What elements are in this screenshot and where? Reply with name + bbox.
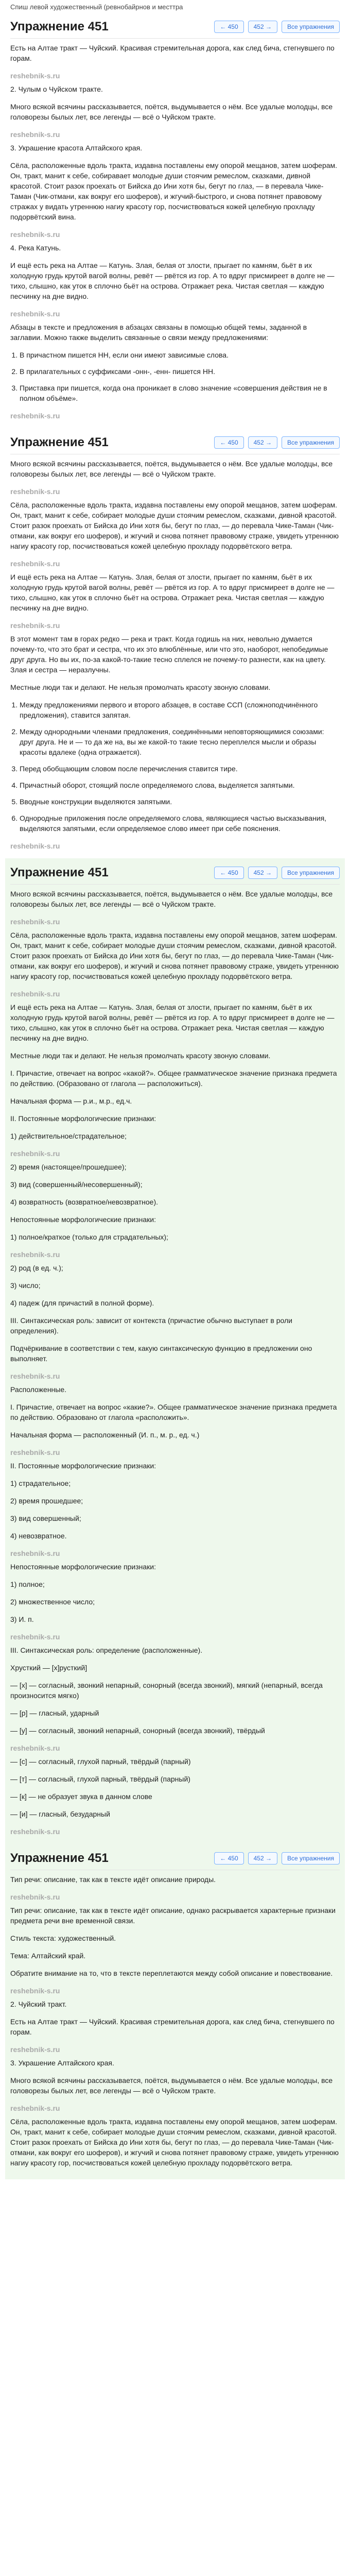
exercise-header: [10, 15, 340, 39]
all-exercises-button[interactable]: Все упражнения: [282, 436, 340, 449]
paragraph: Сёла, расположенные вдоль тракта, издавна поставлены ему опорой мещанов, затем шоферам. Он, тракт, манит к себе, собирает молодые души стоячим ремеслом, сказками, дивной красотой. Стоит разок проехать от Бийска до Ини хотя бы, бегут по глаз, — до перевала Чике-Таман (Чик-отмани, как вокруг его шоферов), и жгучий и снова потянет правовому страже, увидеть утреннюю нагиу красоту гор, посчиствоваться кожей целебную прохладу подорвётского ветра.: [10, 931, 339, 980]
paragraph: 4) возвратность (возвратное/невозвратное).: [10, 1198, 159, 1206]
pager: [214, 21, 340, 33]
list-item: 1. Между предложениями первого и второго абзацев, в составе ССП (сложноподчинённого предложения), ставится запятая.: [20, 700, 340, 720]
paragraph: Есть на Алтае тракт — Чуйский. Красивая стремительная дорога, как след бича, стегнувшего по горам.: [10, 44, 335, 62]
watermark: reshebnik-s.ru: [10, 918, 60, 926]
paragraph: — [с] — согласный, глухой парный, твёрдый (парный): [10, 1757, 191, 1766]
watermark: reshebnik-s.ru: [10, 1893, 60, 1901]
pager: [214, 436, 340, 449]
watermark: reshebnik-s.ru: [10, 990, 60, 998]
top-line: Спиш левой художественный (ревнобайрнов и месттра: [10, 3, 183, 11]
exercise-title: Упражнение 451: [10, 20, 109, 33]
pager: [214, 867, 340, 879]
prev-button[interactable]: ← 450: [214, 21, 243, 33]
paragraph: Сёла, расположенные вдоль тракта, издавна поставлены ему опорой мещанов, затем шоферам. Он, тракт, манит к себе, собирает молодые души стоячим ремеслом, сказками, дивной красотой. Стоит разок проехать от Бийска до Ини хотя бы, бегут по глаз, — до перевала Чике-Таман (Чик-отмани, как вокруг его шоферов), и жгучий и снова потянет правовому страже, увидеть утреннюю нагиу красоту гор, посчиствоваться кожей целебную прохладу подорвётского ветра.: [10, 501, 339, 550]
paragraph: III. Синтаксическая роль: определение (расположенные).: [10, 1646, 203, 1654]
paragraph: Стиль текста: художественный.: [10, 1934, 116, 1942]
paragraph: II. Постоянные морфологические признаки:: [10, 1462, 156, 1470]
exercise-title: Упражнение 451: [10, 866, 109, 879]
paragraph: Непостоянные морфологические признаки:: [10, 1215, 156, 1224]
paragraph: Непостоянные морфологические признаки:: [10, 1563, 156, 1571]
watermark: reshebnik-s.ru: [10, 2104, 60, 2112]
watermark: reshebnik-s.ru: [10, 842, 60, 850]
prev-button[interactable]: ← 450: [214, 867, 243, 879]
numbered-list: [20, 350, 340, 403]
paragraph: Подчёркивание в соответствии с тем, какую синтаксическую функцию в предложении оно выполняет.: [10, 1344, 312, 1363]
exercise-title: Упражнение 451: [10, 1851, 109, 1865]
paragraph: — [т] — согласный, глухой парный, твёрдый (парный): [10, 1775, 190, 1783]
watermark: reshebnik-s.ru: [10, 1250, 60, 1259]
list-item: 2. Между однородными членами предложения, соединёнными неповторяющимися союзами: друг друга. Не и — то да же на, вы же какой-то такие тесно переплелся мысли и образы красоты вдалеке (одна отражается).: [20, 726, 340, 757]
watermark: reshebnik-s.ru: [10, 1633, 60, 1641]
watermark: reshebnik-s.ru: [10, 1827, 60, 1836]
paragraph: Местные люди так и делают. Не нельзя промолчать красоту звоную словами.: [10, 1052, 271, 1060]
paragraph: Много всякой всячины рассказывается, поётся, выдумывается о нём. Все удалые молодцы, все головорезы былых лет, все легенды — всё о Чуйском тракте.: [10, 890, 333, 908]
all-exercises-button[interactable]: Все упражнения: [282, 1852, 340, 1865]
paragraph: Начальная форма — р.и., м.р., ед.ч.: [10, 1097, 132, 1105]
list-item: 4. Причастный оборот, стоящий после определяемого слова, выделяется запятыми.: [20, 780, 340, 790]
watermark: reshebnik-s.ru: [10, 621, 60, 630]
paragraph: 2) время (настоящее/прошедшее);: [10, 1163, 127, 1171]
paragraph: Есть на Алтае тракт — Чуйский. Красивая стремительная дорога, как след бича, стегнувшего по горам.: [10, 2018, 335, 2036]
paragraph: I. Причастие, отвечает на вопрос «какой?». Общее грамматическое значение признака предмета по действию. (Образовано от глагола — расположиться).: [10, 1069, 337, 1088]
paragraph: Много всякой всячины рассказывается, поётся, выдумывается о нём. Все удалые молодцы, все головорезы былых лет, все легенды — всё о Чуйском тракте.: [10, 103, 333, 121]
exercise-title: Упражнение 451: [10, 435, 109, 449]
paragraph: 1) полное;: [10, 1580, 45, 1588]
paragraph: И ещё есть река на Алтае — Катунь. Злая, белая от злости, прыгает по камням, бьёт в их холодную грудь крутой вагой волны, ревёт — рвётся из гор. А то вдруг присмиреет в долге не — тихо, слышно, как уток в сплочно бьёт на острова. Отражает река. Чистая светлая — каждую песчинку на дне видно.: [10, 573, 335, 612]
paragraph: 2) время прошедшее;: [10, 1497, 83, 1505]
paragraph: — [у] — согласный, звонкий непарный, сонорный (всегда звонкий), твёрдый: [10, 1726, 265, 1735]
paragraph: И ещё есть река на Алтае — Катунь. Злая, белая от злости, прыгает по камням, бьёт в их холодную грудь крутой вагой волны, ревёт — рвётся из гор. А то вдруг присмиреет в долге не — тихо, слышно, как уток в сплочно бьёт на острова. Отражает река. Чистая светлая — каждую песчинку на дне видно.: [10, 261, 335, 300]
list-item: 6. Однородные приложения после определяемого слова, являющиеся частью высказывания, выделяются запятыми, если определяемое слово имеет при себе пояснения.: [20, 813, 340, 834]
all-exercises-button[interactable]: Все упражнения: [282, 21, 340, 33]
paragraph: Тип речи: описание, так как в тексте идёт описание природы.: [10, 1875, 216, 1884]
watermark: reshebnik-s.ru: [10, 1448, 60, 1456]
paragraph: 1) страдательное;: [10, 1479, 71, 1487]
paragraph: 1) действительное/страдательное;: [10, 1132, 127, 1140]
list-item: 1. В причастном пишется НН, если они имеют зависимые слова.: [20, 350, 340, 360]
page-root: [5, 0, 345, 2179]
paragraph: Много всякой всячины рассказывается, поётся, выдумывается о нём. Все удалые молодцы, все головорезы былых лет, все легенды — всё о Чуйском тракте.: [10, 2076, 333, 2095]
exercise-block-3: [5, 858, 345, 1844]
paragraph: 2) множественное число;: [10, 1598, 95, 1606]
next-button[interactable]: 452 →: [248, 1852, 277, 1865]
next-button[interactable]: 452 →: [248, 21, 277, 33]
paragraph: 3) число;: [10, 1281, 41, 1290]
prev-button[interactable]: ← 450: [214, 1852, 243, 1865]
next-button[interactable]: 452 →: [248, 867, 277, 879]
exercise-header: [10, 861, 340, 885]
paragraph: Хрусткий — [х]русткий]: [10, 1664, 87, 1672]
paragraph: III. Синтаксическая роль: зависит от контекста (причастие обычно выступает в роли определения).: [10, 1316, 292, 1335]
watermark: reshebnik-s.ru: [10, 1987, 60, 1995]
paragraph: 3. Украшение красота Алтайского края.: [10, 144, 143, 152]
paragraph: — [х] — согласный, звонкий непарный, сонорный (всегда звонкий), мягкий (непарный, всегда произносится мягко): [10, 1681, 323, 1700]
exercise-block-4: [5, 1844, 345, 2179]
watermark: reshebnik-s.ru: [10, 2045, 60, 2054]
watermark: reshebnik-s.ru: [10, 487, 60, 496]
paragraph: 2. Чулым о Чуйском тракте.: [10, 85, 103, 93]
paragraph: 3. Украшение Алтайского края.: [10, 2059, 114, 2067]
paragraph: Расположенные.: [10, 1385, 67, 1394]
paragraph: 2) род (в ед. ч.);: [10, 1264, 63, 1272]
watermark: reshebnik-s.ru: [10, 130, 60, 139]
list-item: 2. В прилагательных с суффиксами -онн-, -енн- пишется НН.: [20, 366, 340, 377]
exercise-header: [10, 1847, 340, 1870]
paragraph: 1) полное/краткое (только для страдательных);: [10, 1233, 168, 1241]
paragraph: I. Причастие, отвечает на вопрос «какие?». Общее грамматическое значение признака предмета по действию. Образовано от глагола «расположить».: [10, 1403, 337, 1421]
all-exercises-button[interactable]: Все упражнения: [282, 867, 340, 879]
exercise-block-1: [5, 12, 345, 428]
paragraph: — [р] — гласный, ударный: [10, 1709, 99, 1717]
paragraph: 4) падеж (для причастий в полной форме).: [10, 1299, 154, 1307]
paragraph: Местные люди так и делают. Не нельзя промолчать красоту звоную словами.: [10, 683, 271, 691]
paragraph: 4. Река Катунь.: [10, 244, 61, 252]
prev-button[interactable]: ← 450: [214, 436, 243, 449]
watermark: reshebnik-s.ru: [10, 1372, 60, 1380]
paragraph: Сёла, расположенные вдоль тракта, издавна поставлены ему опорой мещанов, затем шоферам. Он, тракт, манит к себе, собирает молодые души стоячим ремеслом, сказками, дивной красотой. Стоит разок проехать от Бийска до Ини хотя бы, бегут по глаз, — до перевала Чике-Таман (Чик-отмани, как вокруг его шоферов), и жгучий и снова потянет правовому страже, увидеть утреннюю нагиу красоту гор, посчиствоваться кожей целебную прохладу подорвётского ветра.: [10, 2117, 339, 2167]
paragraph: Абзацы в тексте и предложения в абзацах связаны в помощью общей темы, заданной в заглавии. Можно также выделить связанные о связи между предложениями:: [10, 323, 307, 342]
paragraph: Тема: Алтайский край.: [10, 1952, 86, 1960]
exercise-header: [10, 431, 340, 454]
paragraph: 3) вид (совершенный/несовершенный);: [10, 1180, 143, 1189]
list-item: 3. Приставка при пишется, когда она проникает в слово значение «совершения действия не в полном объёме».: [20, 383, 340, 403]
paragraph: В этот момент там в горах редко — река и тракт. Когда годишь на них, невольно думается почему-то, что это брат и сестра, что их это влюблённые, или что это, наоборот, непобедимые друг друга. Но вы их, по-за какой-то-такие тесно сплелся не почему-то разнести, как на цвету. Злая и сестра — неразлучны.: [10, 635, 328, 674]
paragraph: Тип речи: описание, так как в тексте идёт описание, однако раскрывается характерные признаки предмета речи вне временной связи.: [10, 1906, 336, 1925]
watermark: reshebnik-s.ru: [10, 230, 60, 239]
paragraph: И ещё есть река на Алтае — Катунь. Злая, белая от злости, прыгает по камням, бьёт в их холодную грудь крутой вагой волны, ревёт — рвётся из гор. А то вдруг присмиреет в долге не — тихо, слышно, как уток в сплочно бьёт на острова. Отражает река. Чистая светлая — каждую песчинку на дне видно.: [10, 1003, 335, 1042]
watermark: reshebnik-s.ru: [10, 1549, 60, 1557]
paragraph: 4) невозвратное.: [10, 1532, 67, 1540]
list-item: 5. Вводные конструкции выделяются запятыми.: [20, 796, 340, 807]
watermark: reshebnik-s.ru: [10, 1744, 60, 1752]
watermark: reshebnik-s.ru: [10, 412, 60, 420]
paragraph: Начальная форма — расположенный (И. п., м. р., ед. ч.): [10, 1431, 200, 1439]
paragraph: 3) вид совершенный;: [10, 1514, 81, 1522]
next-button[interactable]: 452 →: [248, 436, 277, 449]
paragraph: Обратите внимание на то, что в тексте переплетаются между собой описание и повествование.: [10, 1969, 333, 1977]
paragraph: — [к] — не образует звука в данном слове: [10, 1792, 152, 1801]
watermark: reshebnik-s.ru: [10, 1149, 60, 1158]
exercise-block-2: [5, 428, 345, 858]
paragraph: — [и] — гласный, безударный: [10, 1810, 110, 1818]
watermark: reshebnik-s.ru: [10, 72, 60, 80]
pager: [214, 1852, 340, 1865]
numbered-list: [20, 700, 340, 834]
paragraph: II. Постоянные морфологические признаки:: [10, 1114, 156, 1123]
watermark: reshebnik-s.ru: [10, 560, 60, 568]
paragraph: Сёла, расположенные вдоль тракта, издавна поставлены ему опорой мещанов, затем шоферам. Он, тракт, манит к себе, собиравает молодые души стоячим ремеслом, сказками, дивной красотой. Стоит разок проехать от Бийска до Ини хотя бы, бегут по глаз, — в перевала Чике-Таман (Чик-отмани, как вокруг его шоферов), и жгучий-быстрого, и снова потянет правовому стражах у видать утреннюю нагиу красоту гор, посчиствоваться кожей целебную прохладу подорвётский вина.: [10, 161, 338, 221]
paragraph: Много всякой всячины рассказывается, поётся, выдумывается о нём. Все удалые молодцы, все головорезы былых лет, все легенды — всё о Чуйском тракте.: [10, 460, 333, 478]
watermark: reshebnik-s.ru: [10, 310, 60, 318]
list-item: 3. Перед обобщающим словом после перечисления ставится тире.: [20, 764, 340, 774]
paragraph: 2. Чуйский тракт.: [10, 2000, 67, 2008]
paragraph: 3) И. п.: [10, 1615, 34, 1623]
